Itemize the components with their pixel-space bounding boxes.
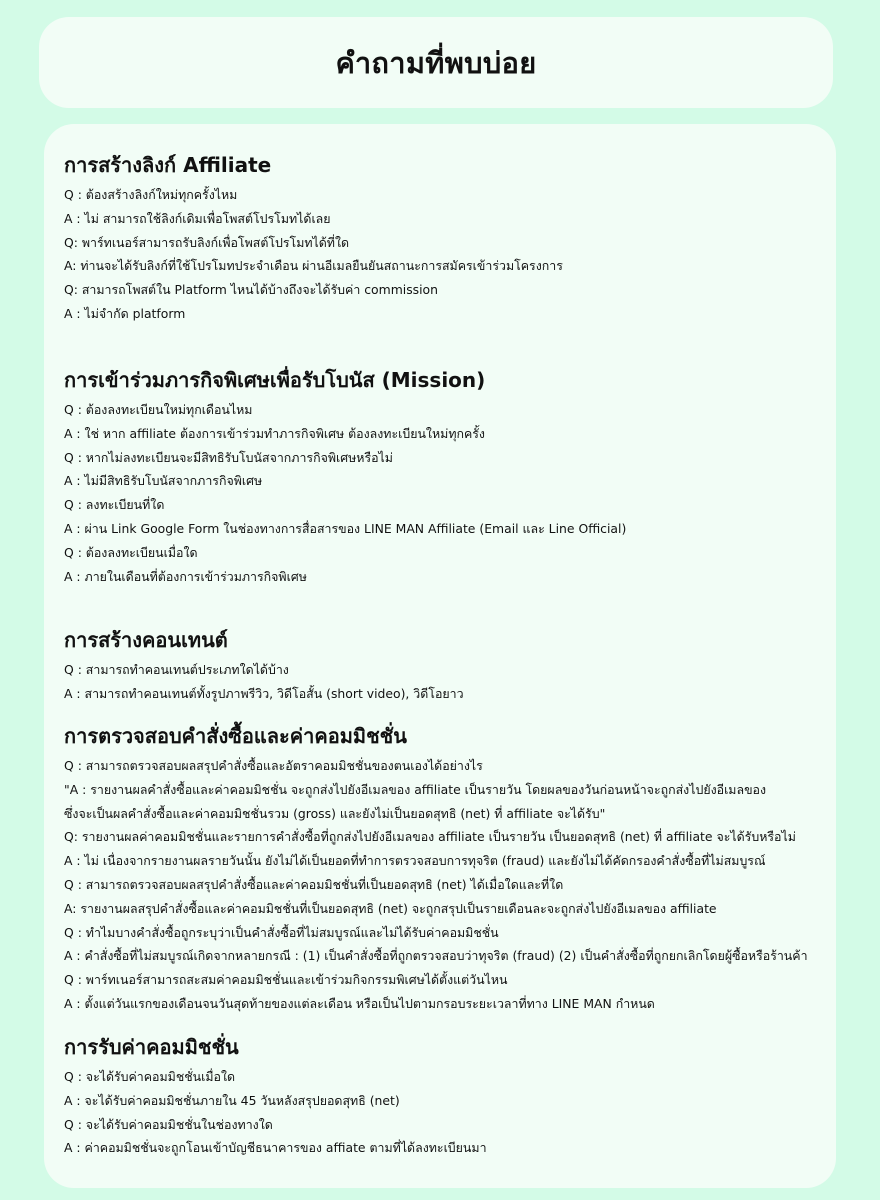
faq-line: A : ไม่จำกัด platform — [64, 305, 186, 321]
faq-line: Q : ต้องสร้างลิงก์ใหม่ทุกครั้งไหม — [64, 187, 238, 202]
faq-line: Q : สามารถตรวจสอบผลสรุปคำสั่งซื้อและอัตราคอมมิชชั่นของตนเองได้อย่างไร — [64, 758, 483, 773]
section-heading: การรับค่าคอมมิชชั่น — [64, 1035, 239, 1059]
faq-line: Q: รายงานผลค่าคอมมิชชั่นและรายการคำสั่งซื้อที่ถูกส่งไปยังอีเมลของ affiliate เป็นรายวัน เป็นยอดสุทธิ (net) ที่ affiliate จะได้รับหรือไม่ — [64, 829, 796, 845]
faq-section-orders-commission — [64, 722, 832, 1016]
faq-line: A: รายงานผลสรุปคำสั่งซื้อและค่าคอมมิชชั่นที่เป็นยอดสุทธิ (net) จะถูกสรุปเป็นรายเดือนละจะถูกส่งไปยังอีเมลของ affiliate — [64, 900, 717, 916]
faq-line: Q : พาร์ทเนอร์สามารถสะสมค่าคอมมิชชั่นและเข้าร่วมกิจกรรมพิเศษได้ตั้งแต่วันไหน — [64, 972, 508, 988]
section-heading: การเข้าร่วมภารกิจพิเศษเพื่อรับโบนัส (Mission) — [64, 368, 486, 392]
faq-line: Q : จะได้รับค่าคอมมิชชั่นในช่องทางใด — [64, 1116, 273, 1132]
faq-line: Q : ลงทะเบียนที่ใด — [64, 497, 165, 513]
faq-section-receive-commission — [64, 1033, 832, 1160]
faq-line: A : คำสั่งซื้อที่ไม่สมบูรณ์เกิดจากหลายกรณี : (1) เป็นคำสั่งซื้อที่ถูกตรวจสอบว่าทุจริต (fraud) (2) เป็นคำสั่งซื้อที่ถูกยกเลิกโดยผู้ซื้อหรือร้านค้า — [64, 948, 808, 964]
faq-line: Q: พาร์ทเนอร์สามารถรับลิงก์เพื่อโพสต์โปรโมทได้ที่ใด — [64, 234, 350, 250]
faq-line: A : ค่าคอมมิชชั่นจะถูกโอนเข้าบัญชีธนาคารของ affiate ตามที่ได้ลงทะเบียนมา — [64, 1140, 487, 1156]
section-heading: การสร้างคอนเทนต์ — [64, 628, 228, 652]
title-card — [39, 17, 833, 108]
faq-line: A : ภายในเดือนที่ต้องการเข้าร่วมภารกิจพิเศษ — [64, 568, 307, 584]
faq-line: A : ไม่มีสิทธิรับโบนัสจากภารกิจพิเศษ — [64, 473, 263, 489]
section-heading: การสร้างลิงก์ Affiliate — [64, 153, 272, 177]
faq-line: Q : ต้องลงทะเบียนใหม่ทุกเดือนไหม — [64, 402, 253, 417]
faq-line: A : ผ่าน Link Google Form ในช่องทางการสื่อสารของ LINE MAN Affiliate (Email และ Line Official) — [64, 520, 627, 536]
page-title: คำถามที่พบบ่อย — [335, 45, 537, 80]
faq-section-affiliate-link — [64, 151, 832, 326]
faq-content-card — [44, 124, 836, 1188]
faq-line: A : ตั้งแต่วันแรกของเดือนจนวันสุดท้ายของแต่ละเดือน หรือเป็นไปตามกรอบระยะเวลาที่ทาง LINE MAN กำหนด — [64, 995, 655, 1011]
faq-line: A : จะได้รับค่าคอมมิชชั่นภายใน 45 วันหลังสรุปยอดสุทธิ (net) — [64, 1092, 400, 1108]
faq-line: Q : จะได้รับค่าคอมมิชชั่นเมื่อใด — [64, 1069, 236, 1084]
faq-line: Q : ทำไมบางคำสั่งซื้อถูกระบุว่าเป็นคำสั่งซื้อที่ไม่สมบูรณ์และไม่ได้รับค่าคอมมิชชั่น — [64, 924, 499, 940]
faq-line: Q : หากไม่ลงทะเบียนจะมีสิทธิรับโบนัสจากภารกิจพิเศษหรือไม่ — [64, 449, 393, 465]
faq-section-content — [64, 626, 832, 706]
faq-line: "A : รายงานผลคำสั่งซื้อและค่าคอมมิชชั่น จะถูกส่งไปยังอีเมลของ affiliate เป็นรายวัน โดยผลของวันก่อนหน้าจะถูกส่งไปยังอีเมลของ — [64, 781, 767, 797]
faq-line: Q : ต้องลงทะเบียนเมื่อใด — [64, 544, 198, 560]
faq-line: A : สามารถทำคอนเทนต์ทั้งรูปภาพรีวิว, วิดีโอสั้น (short video), วิดีโอยาว — [64, 685, 464, 701]
section-heading: การตรวจสอบคำสั่งซื้อและค่าคอมมิชชั่น — [64, 724, 407, 748]
faq-section-mission — [64, 366, 832, 588]
faq-line: A : ใช่ หาก affiliate ต้องการเข้าร่วมทำภารกิจพิเศษ ต้องลงทะเบียนใหม่ทุกครั้ง — [64, 425, 485, 441]
faq-line: A : ไม่ สามารถใช้ลิงก์เดิมเพื่อโพสต์โปรโมทได้เลย — [64, 210, 331, 226]
faq-line: A : ไม่ เนื่องจากรายงานผลรายวันนั้น ยังไม่ได้เป็นยอดที่ทำการตรวจสอบการทุจริต (fraud) และยังไม่ได้คัดกรองคำสั่งซื้อที่ไม่สมบูรณ์ — [64, 853, 766, 869]
faq-line: ซึ่งจะเป็นผลคำสั่งซื้อและค่าคอมมิชชั่นรวม (gross) และยังไม่เป็นยอดสุทธิ (net) ที่ affiliate จะได้รับ" — [64, 805, 606, 821]
faq-line: A: ท่านจะได้รับลิงก์ที่ใช้โปรโมทประจำเดือน ผ่านอีเมลยืนยันสถานะการสมัครเข้าร่วมโครงการ — [64, 258, 563, 274]
faq-line: Q : สามารถตรวจสอบผลสรุปคำสั่งซื้อและค่าคอมมิชชั่นที่เป็นยอดสุทธิ (net) ได้เมื่อใดและที่ใด — [64, 876, 564, 892]
faq-line: Q : สามารถทำคอนเทนต์ประเภทใดได้บ้าง — [64, 662, 289, 677]
faq-line: Q: สามารถโพสต์ใน Platform ไหนได้บ้างถึงจะได้รับค่า commission — [64, 282, 438, 298]
